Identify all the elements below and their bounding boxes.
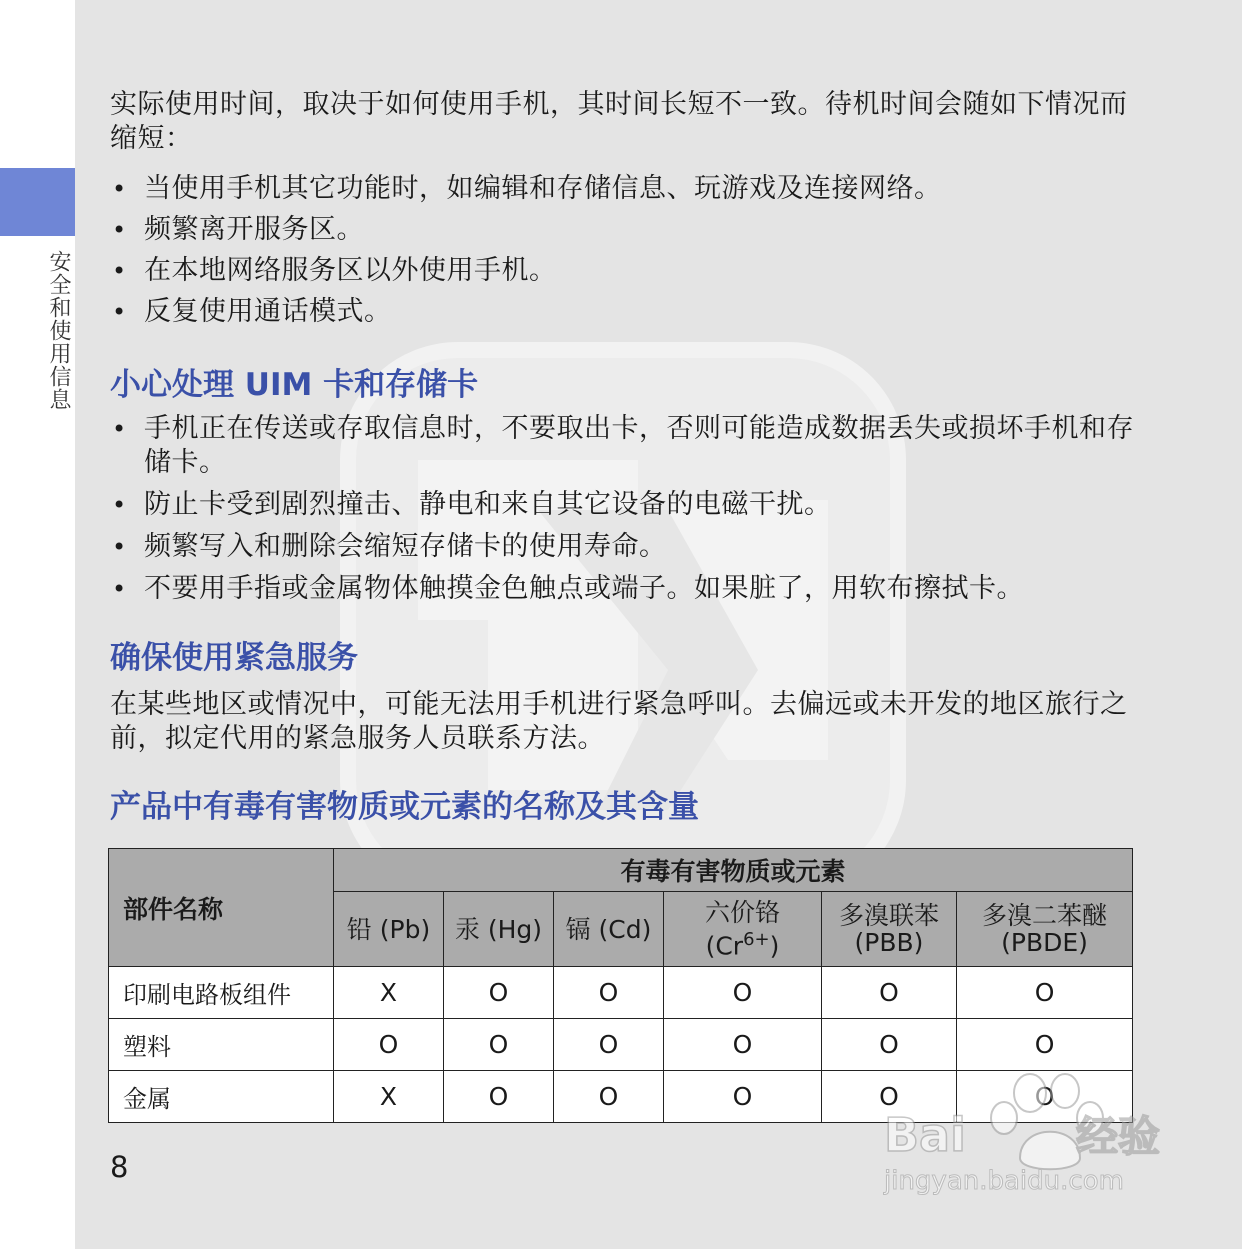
- emergency-section-heading: 确保使用紧急服务: [110, 640, 358, 676]
- page-number: 8: [110, 1150, 129, 1184]
- column-header-cr6: 六价铬 $(Cr^{6+})$: [664, 892, 822, 967]
- list-item: • 不要用手指或金属物体触摸金色触点或端子。如果脏了，用软布擦拭卡。: [110, 572, 1135, 606]
- list-item: • 频繁写入和删除会缩短存储卡的使用寿命。: [110, 530, 1135, 564]
- table-cell: O: [957, 967, 1133, 1019]
- table-cell: O: [444, 967, 554, 1019]
- uim-bullet-list: [110, 412, 1135, 614]
- list-item: • 手机正在传送或存取信息时，不要取出卡，否则可能造成数据丢失或损坏手机和存储卡。: [110, 412, 1135, 480]
- table-row: [109, 967, 1133, 1019]
- row-name: 印刷电路板组件: [109, 967, 334, 1019]
- part-name-header: 部件名称: [109, 849, 334, 967]
- table-cell: O: [822, 1071, 957, 1123]
- row-name: 金属: [109, 1071, 334, 1123]
- table-cell: O: [664, 1019, 822, 1071]
- table-cell: X: [334, 967, 444, 1019]
- column-header-cd: 镉 (Cd): [554, 892, 664, 967]
- table-cell: O: [957, 1019, 1133, 1071]
- table-cell: O: [444, 1019, 554, 1071]
- table-cell: O: [444, 1071, 554, 1123]
- table-cell: O: [664, 1071, 822, 1123]
- list-item: • 反复使用通话模式。: [110, 295, 1135, 329]
- column-header-hg: 汞 (Hg): [444, 892, 554, 967]
- column-header-pb: 铅 (Pb): [334, 892, 444, 967]
- intro-bullet-list: [110, 172, 1135, 336]
- uim-section-heading: 小心处理 UIM 卡和存储卡: [110, 367, 479, 403]
- column-header-pbb: 多溴联苯 (PBB): [822, 892, 957, 967]
- svg-text:jingyan.baidu.com: jingyan.baidu.com: [884, 1166, 1124, 1196]
- svg-text:Bai: Bai: [884, 1108, 966, 1162]
- table-cell: O: [822, 967, 957, 1019]
- emergency-paragraph: 在某些地区或情况中，可能无法用手机进行紧急呼叫。去偏远或未开发的地区旅行之前，拟定代用的紧急服务人员联系方法。: [110, 689, 1128, 754]
- table-cell: O: [334, 1019, 444, 1071]
- list-item: • 在本地网络服务区以外使用手机。: [110, 254, 1135, 288]
- intro-paragraph: 实际使用时间，取决于如何使用手机，其时间长短不一致。待机时间会随如下情况而缩短：: [110, 89, 1128, 154]
- table-cell: O: [554, 1019, 664, 1071]
- list-item: • 防止卡受到剧烈撞击、静电和来自其它设备的电磁干扰。: [110, 488, 1135, 522]
- list-item: • 当使用手机其它功能时，如编辑和存储信息、玩游戏及连接网络。: [110, 172, 1135, 206]
- side-section-label: 安全和使用信息: [46, 250, 71, 411]
- substances-group-header: 有毒有害物质或元素: [334, 849, 1133, 892]
- table-cell: O: [664, 967, 822, 1019]
- table-cell: O: [822, 1019, 957, 1071]
- table-cell: X: [334, 1071, 444, 1123]
- table-cell: O: [554, 1071, 664, 1123]
- section-tab-marker: [0, 168, 75, 236]
- table-cell: O: [554, 967, 664, 1019]
- list-item: • 频繁离开服务区。: [110, 213, 1135, 247]
- baidu-jingyan-watermark: [880, 1063, 1180, 1203]
- row-name: 塑料: [109, 1019, 334, 1071]
- column-header-pbde: 多溴二苯醚 (PBDE): [957, 892, 1133, 967]
- toxic-section-heading: 产品中有毒有害物质或元素的名称及其含量: [110, 789, 699, 825]
- svg-text:经验: 经验: [1076, 1112, 1161, 1161]
